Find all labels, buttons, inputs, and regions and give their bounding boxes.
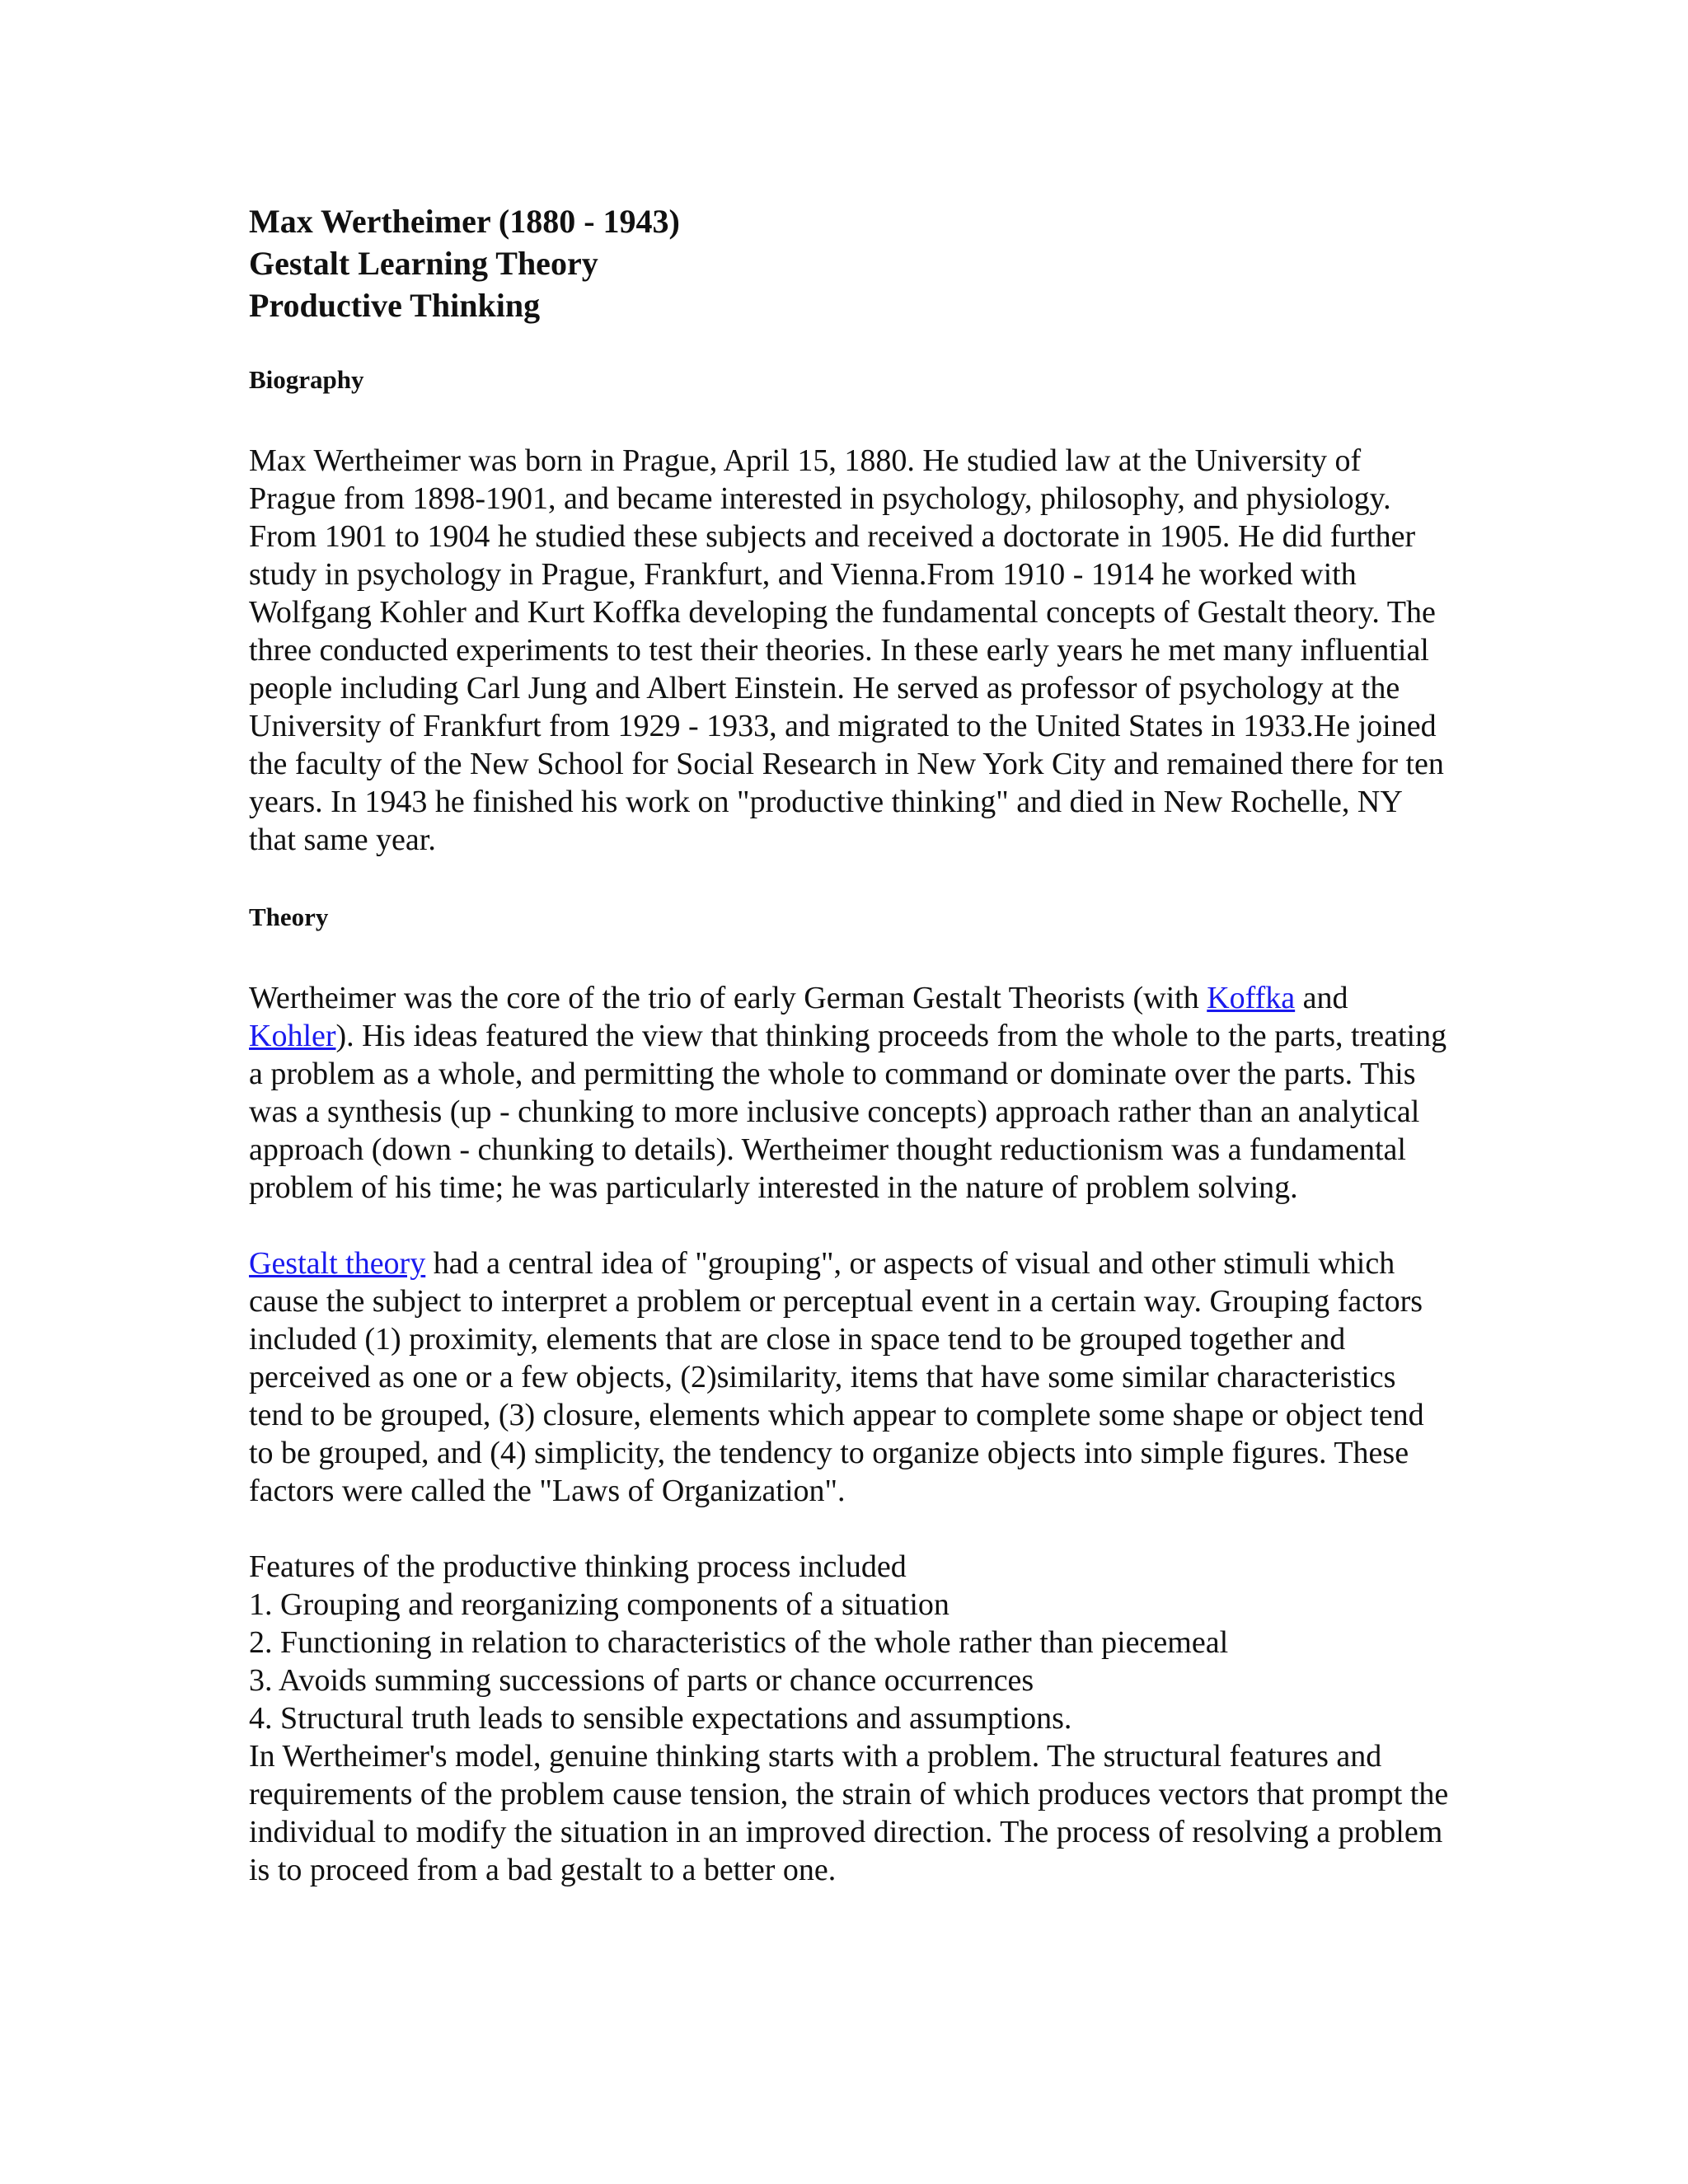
theory-p2-text: had a central idea of "grouping", or aspects of visual and other stimuli which cause the subject to interpret a problem or perceptual event in a certain way. Grouping factors included (1) proximity, elements that are close in space tend to be grouped together and perceived as one or a few objects, (2)similarity, items that have some similar characteristics tend to be grouped, (3) closure, elements which appear to complete some shape or object tend to be grouped, and (4) simplicity, the tendency to organize objects into simple figures. These factors were called the "Laws of Organization". [249,1246,1424,1508]
list-item: 1. Grouping and reorganizing components of a situation [249,1587,950,1622]
features-block [249,1548,1452,1889]
biography-heading: Biography [249,365,364,394]
title-line-subtitle: Productive Thinking [249,287,541,324]
title-line-name: Max Wertheimer (1880 - 1943) [249,203,680,240]
theory-heading: Theory [249,902,329,931]
theory-p1-text-and: and [1295,981,1348,1015]
list-item: 2. Functioning in relation to characteristics of the whole rather than piecemeal [249,1625,1229,1660]
theory-p1-text-start: Wertheimer was the core of the trio of early German Gestalt Theorists (with [249,981,1207,1015]
page-title [249,200,1452,326]
gestalt-theory-link[interactable]: Gestalt theory [249,1246,426,1281]
list-item: 3. Avoids summing successions of parts or chance occurrences [249,1663,1034,1698]
document-page [249,200,1452,1889]
features-intro: Features of the productive thinking process included [249,1549,907,1584]
koffka-link[interactable]: Koffka [1207,981,1296,1015]
features-closing-paragraph: In Wertheimer's model, genuine thinking starts with a problem. The structural features and requirements of the problem cause tension, the strain of which produces vectors that prompt the individual to modify the situation in an improved direction. The process of resolving a problem is to proceed from a bad gestalt to a better one. [249,1739,1449,1887]
theory-paragraph-1 [249,979,1452,1207]
list-item: 4. Structural truth leads to sensible expectations and assumptions. [249,1701,1072,1736]
theory-paragraph-2 [249,1244,1452,1510]
kohler-link[interactable]: Kohler [249,1019,336,1053]
biography-paragraph: Max Wertheimer was born in Prague, April 15, 1880. He studied law at the University of Prague from 1898-1901, and became interested in psychology, philosophy, and physiology. From 1901 to 1904 he studied these subjects and received a doctorate in 1905. He did further study in psychology in Prague, Frankfurt, and Vienna.From 1910 - 1914 he worked with Wolfgang Kohler and Kurt Koffka developing the fundamental concepts of Gestalt theory. The three conducted experiments to test their theories. In these early years he met many influential people including Carl Jung and Albert Einstein. He served as professor of psychology at the University of Frankfurt from 1929 - 1933, and migrated to the United States in 1933.He joined the faculty of the New School for Social Research in New York City and remained there for ten years. In 1943 he finished his work on "productive thinking" and died in New Rochelle, NY that same year. [249,443,1444,857]
title-line-theory: Gestalt Learning Theory [249,245,598,282]
theory-p1-text-end: ). His ideas featured the view that thinking proceeds from the whole to the parts, treating a problem as a whole, and permitting the whole to command or dominate over the parts. This was a synthesis (up - chunking to more inclusive concepts) approach rather than an analytical approach (down - chunking to details). Wertheimer thought reductionism was a fundamental problem of his time; he was particularly interested in the nature of problem solving. [249,1019,1447,1205]
